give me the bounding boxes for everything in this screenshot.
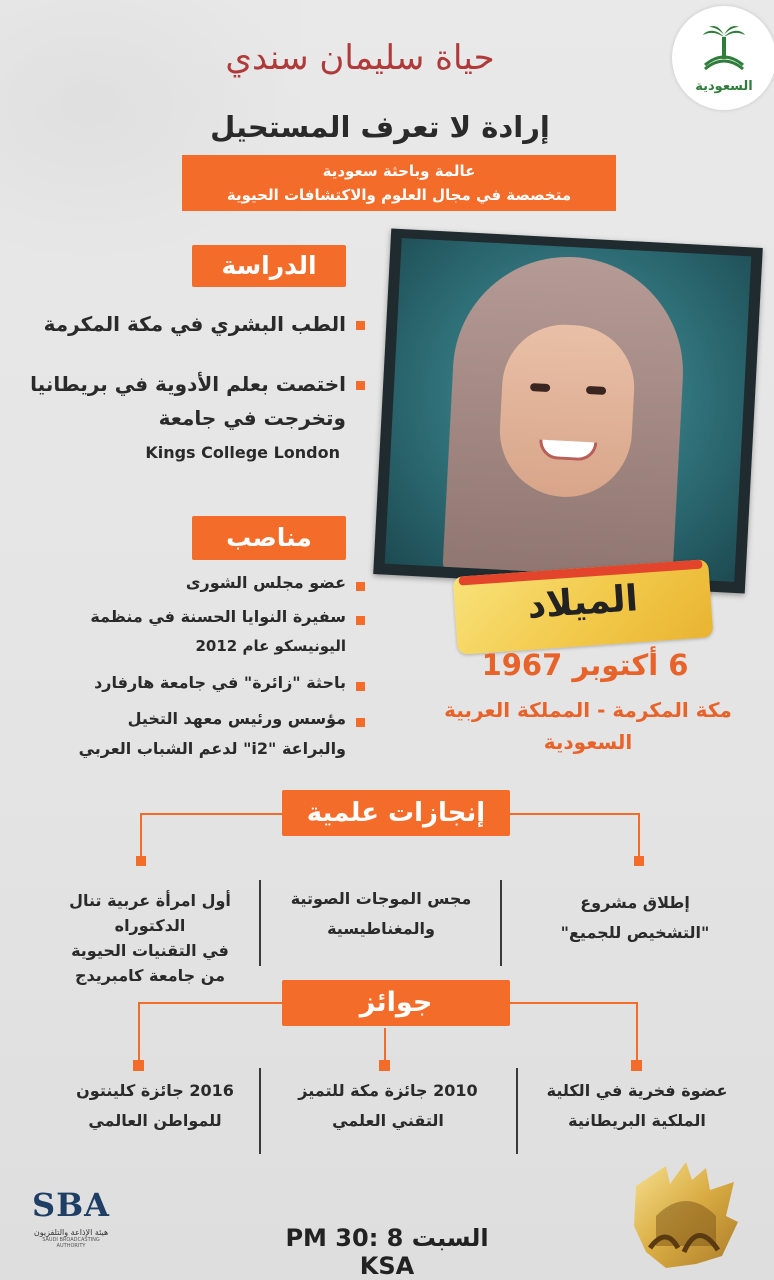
education-item-2: اختصت بعلم الأدوية في بريطانيا (30, 372, 346, 396)
position-item-2: سفيرة النوايا الحسنة في منظمة (90, 607, 346, 626)
education-item-3: وتخرجت في جامعة (158, 406, 346, 430)
bullet-icon (631, 1060, 642, 1071)
column-separator (259, 880, 261, 966)
bullet-icon (133, 1060, 144, 1071)
bullet-icon (356, 381, 365, 390)
education-item-1: الطب البشري في مكة المكرمة (43, 312, 346, 336)
bullet-icon (356, 682, 365, 691)
connector-line (636, 1002, 638, 1062)
bullet-icon (356, 321, 365, 330)
bullet-icon (136, 856, 146, 866)
column-separator (259, 1068, 261, 1154)
portrait-photo (385, 238, 752, 582)
achievement-column-3: أول امرأة عربية تنال الدكتوراه في التقنيات الحيوية من جامعة كامبريدج (69, 891, 231, 985)
subtitle-line-2: متخصصة في مجال العلوم والاكتشافات الحيوية (226, 186, 572, 204)
channel-logo-text: السعودية (695, 78, 753, 94)
achievements-label: إنجازات علمية (282, 790, 510, 836)
portrait-face (497, 322, 638, 501)
position-item-4: مؤسس ورئيس معهد التخيل (127, 709, 346, 728)
airtime: السبت 8 :30 PM KSA (285, 1224, 489, 1280)
subtitle-banner (182, 155, 616, 211)
position-item-4-cont: والبراعة "i2" لدعم الشباب العربي (78, 739, 346, 758)
sba-subtitle-ar: هيئة الإذاعة والتلفزيون (33, 1228, 109, 1237)
achievement-column-1: إطلاق مشروع "التشخيص للجميع" (560, 893, 710, 942)
awards-label: جوائز (282, 980, 510, 1026)
birth-place (430, 694, 746, 758)
connector-line (384, 1028, 386, 1062)
headline: إرادة لا تعرف المستحيل (210, 110, 550, 144)
position-item-1: عضو مجلس الشورى (185, 573, 346, 592)
birth-place-line-2: السعودية (543, 730, 633, 754)
positions-label: مناصب (192, 516, 346, 560)
birth-label: الميلاد (526, 578, 640, 627)
connector-line (138, 1002, 140, 1062)
show-logo-icon (626, 1156, 746, 1276)
bullet-icon (356, 616, 365, 625)
column-separator (500, 880, 502, 966)
bullet-icon (356, 582, 365, 591)
bullet-icon (379, 1060, 390, 1071)
palm-swords-icon (697, 23, 751, 75)
education-label: الدراسة (192, 245, 346, 287)
college-name: Kings College London (145, 443, 340, 462)
bullet-icon (356, 718, 365, 727)
birth-date: 6 أكتوبر 1967 (481, 648, 689, 682)
sba-subtitle-en: SAUDI BROADCASTING AUTHORITY (42, 1237, 100, 1249)
award-column-2: 2010 جائزة مكة للتميز التقني العلمي (298, 1081, 478, 1130)
award-column-1: عضوة فخرية في الكلية الملكية البريطانية (546, 1081, 728, 1130)
bullet-icon (634, 856, 644, 866)
achievement-column-2: مجس الموجات الصوتية والمغناطيسية (290, 889, 472, 938)
award-column-3: 2016 جائزة كلينتون للمواطن العالمي (76, 1081, 234, 1130)
sba-logo-text: SBA (32, 1186, 110, 1224)
channel-logo (672, 6, 774, 110)
connector-line (638, 813, 640, 857)
position-item-3: باحثة "زائرة" في جامعة هارفارد (94, 673, 346, 692)
birth-place-line-1: مكة المكرمة - المملكة العربية (444, 698, 732, 722)
subtitle-line-1: عالمة وباحثة سعودية (322, 162, 476, 180)
sba-logo (28, 1186, 114, 1249)
position-item-2-cont: اليونيسكو عام 2012 (195, 637, 346, 655)
column-separator (516, 1068, 518, 1154)
connector-line (140, 813, 142, 857)
birth-badge (453, 559, 714, 655)
person-name-title: حياة سليمان سندي (225, 38, 495, 78)
lojeera-show-logo (626, 1156, 746, 1276)
